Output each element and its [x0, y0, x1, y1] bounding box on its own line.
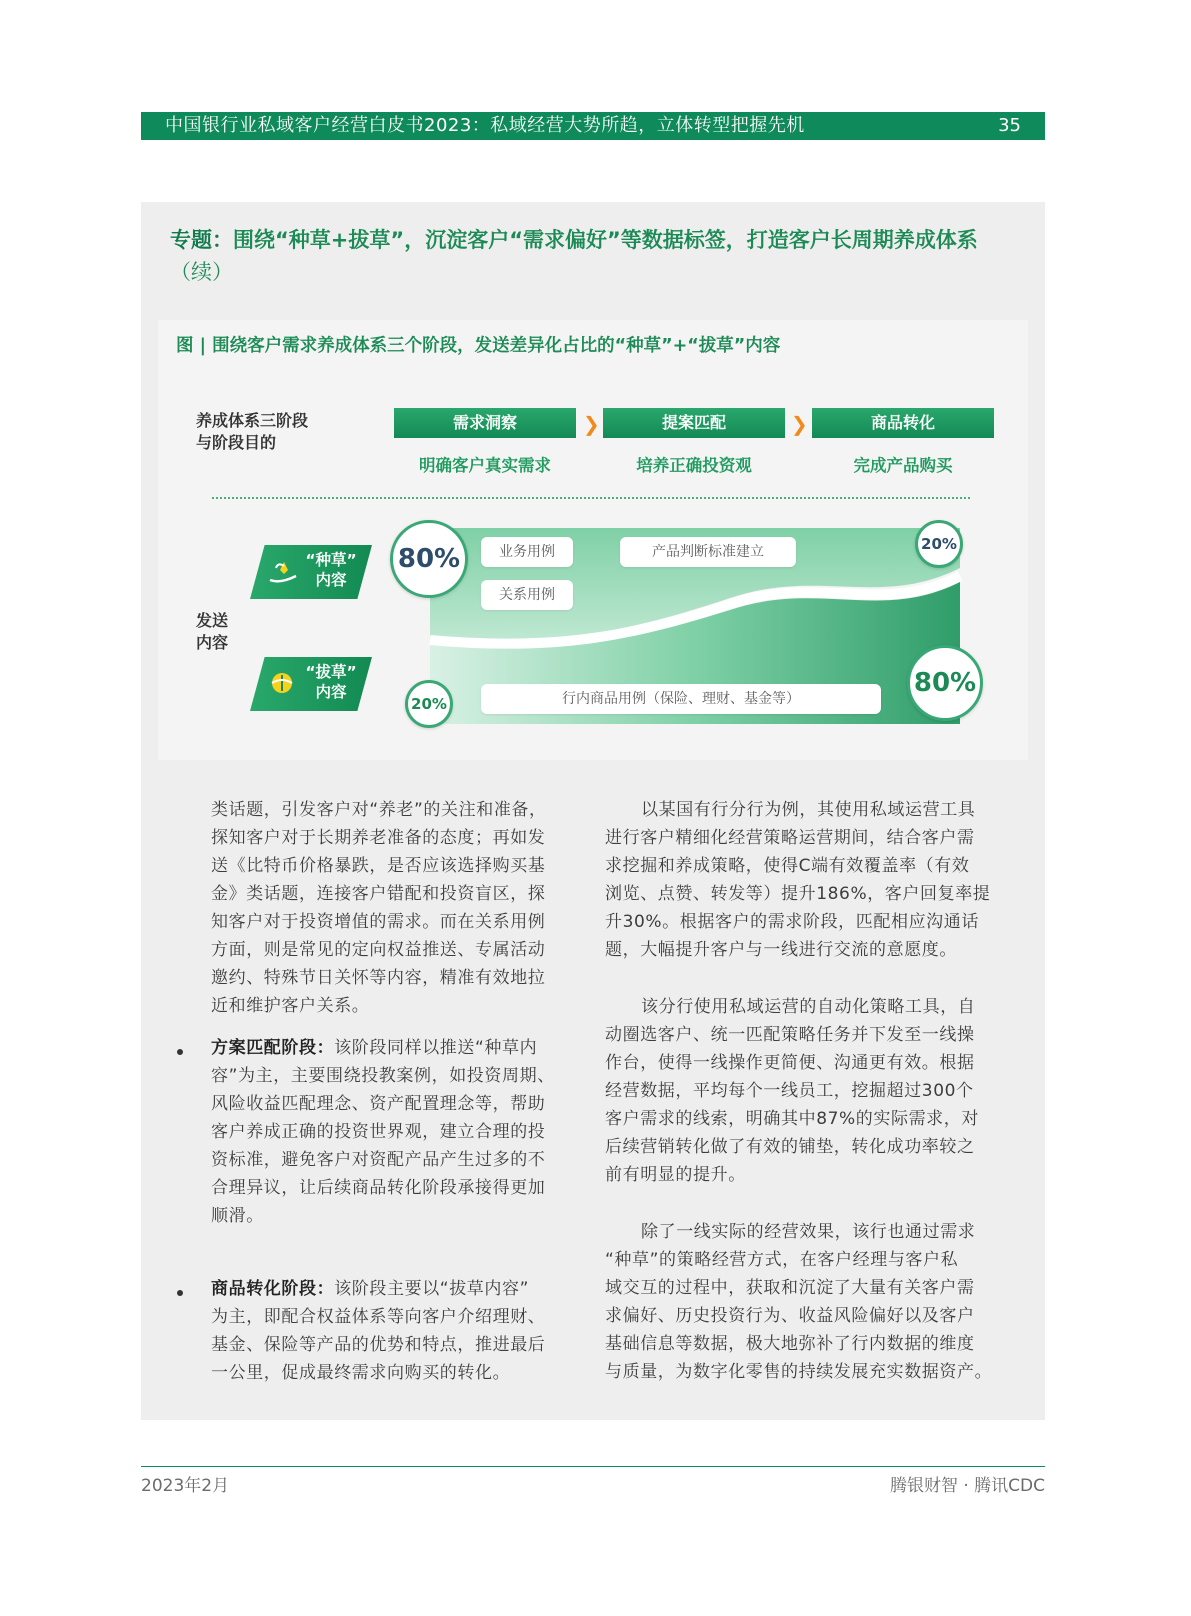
stage-arrow-1-icon: ❯: [583, 412, 600, 436]
text-line: 邀约、特殊节日关怀等内容，精准有效地拉: [211, 968, 546, 988]
zhongcao-label-line2: 内容: [315, 571, 347, 589]
bullet-text: 该阶段同样以推送“种草内: [334, 1038, 538, 1058]
text-line: 该分行使用私域运营的自动化策略工具，自: [641, 997, 976, 1017]
text-line: 客户需求的线索，明确其中87%的实际需求，对: [605, 1109, 979, 1129]
text-line: 基础信息等数据，极大地弥补了行内数据的维度: [605, 1334, 975, 1354]
text-line: 顺滑。: [211, 1206, 264, 1226]
left-intro-paragraph: [211, 796, 591, 1020]
text-line: [211, 1275, 591, 1303]
zhongcao-label-line1: “种草”: [305, 551, 357, 569]
right-paragraph-2: [605, 993, 1025, 1189]
zhongcao-start-percent: 80%: [390, 520, 468, 598]
text-line: 为主，即配合权益体系等向客户介绍理财、: [211, 1307, 546, 1327]
stage-box-2: 提案匹配: [603, 408, 785, 438]
bacao-label-line1: “拔草”: [305, 663, 357, 681]
text-line: [211, 1034, 591, 1062]
text-line: 一公里，促成最终需求向购买的转化。: [211, 1363, 511, 1383]
bacao-label-line2: 内容: [315, 683, 347, 701]
right-paragraph-1: [605, 796, 1025, 964]
bacao-start-percent: 20%: [405, 680, 453, 728]
text-line: 前有明显的提升。: [605, 1165, 746, 1185]
text-line: 以某国有行分行为例，其使用私域运营工具: [641, 800, 976, 820]
text-line: 进行客户精细化经营策略运营期间，结合客户需: [605, 828, 975, 848]
dotted-divider: [212, 497, 970, 499]
text-line: 探知客户对于长期养老准备的态度；再如发: [211, 828, 546, 848]
text-line: 合理异议，让后续商品转化阶段承接得更加: [211, 1178, 546, 1198]
zhongcao-label: [301, 550, 361, 590]
bacao-end-percent: 80%: [907, 645, 983, 721]
topic-suffix: （续）: [170, 260, 233, 284]
text-line: 动圈选客户、统一匹配策略任务并下发至一线操: [605, 1025, 975, 1045]
bullet-product-conversion: [211, 1275, 591, 1387]
text-line: 域交互的过程中，获取和沉淀了大量有关客户需: [605, 1278, 975, 1298]
bullet-dot-icon: [177, 1290, 183, 1296]
text-line: 送《比特币价格暴跌，是否应该选择购买基: [211, 856, 546, 876]
bullet-plan-match: [211, 1034, 591, 1230]
bullet-title: 方案匹配阶段：: [211, 1038, 335, 1058]
stage-goal-3: 完成产品购买: [853, 456, 953, 475]
page-number: 35: [998, 115, 1021, 136]
text-line: 浏览、点赞、转发等）提升186%，客户回复率提: [605, 884, 991, 904]
bacao-label: [301, 662, 361, 702]
text-line: 求挖掘和养成策略，使得C端有效覆盖率（有效: [605, 856, 970, 876]
bullet-text: 该阶段主要以“拔草内容”: [334, 1279, 530, 1299]
pill-relation-case: 关系用例: [481, 580, 573, 610]
text-line: 客户养成正确的投资世界观，建立合理的投: [211, 1122, 546, 1142]
coin-sprout-icon: [266, 667, 298, 699]
right-paragraph-3: [605, 1218, 1025, 1386]
header-bar: [141, 112, 1045, 140]
zhongcao-end-percent: 20%: [915, 520, 963, 568]
text-line: 类话题，引发客户对“养老”的关注和准备，: [211, 800, 547, 820]
text-line: 方面，则是常见的定向权益推送、专属活动: [211, 940, 546, 960]
figure-title: 图 | 围绕客户需求养成体系三个阶段，发送差异化占比的“种草”+“拔草”内容: [176, 336, 781, 356]
stage-row-label: [196, 410, 308, 454]
pill-business-case: 业务用例: [481, 537, 573, 567]
text-line: 升30%。根据客户的需求阶段，匹配相应沟通话: [605, 912, 979, 932]
send-content-label-line1: 发送: [196, 611, 229, 630]
text-line: 求偏好、历史投资行为、收益风险偏好以及客户: [605, 1306, 975, 1326]
stage-goal-2: 培养正确投资观: [636, 456, 752, 475]
pill-product-standard: 产品判断标准建立: [620, 537, 796, 567]
footer-divider: [141, 1466, 1045, 1467]
stage-row-label-line1: 养成体系三阶段: [196, 411, 309, 430]
sprout-hand-icon: [266, 558, 300, 588]
text-line: 题，大幅提升客户与一线进行交流的意愿度。: [605, 940, 957, 960]
stage-goal-1: 明确客户真实需求: [419, 456, 551, 475]
text-line: 资标准，避免客户对资配产品产生过多的不: [211, 1150, 546, 1170]
send-content-label: [196, 610, 228, 654]
stage-box-3: 商品转化: [812, 408, 994, 438]
text-line: 风险收益匹配理念、资产配置理念等，帮助: [211, 1094, 546, 1114]
topic-label: 专题：: [170, 228, 233, 252]
footer-source: 腾银财智 · 腾讯CDC: [889, 1476, 1045, 1496]
bullet-title: 商品转化阶段：: [211, 1279, 335, 1299]
bullet-dot-icon: [177, 1049, 183, 1055]
header-title: 中国银行业私域客户经营白皮书2023：私域经营大势所趋，立体转型把握先机: [165, 115, 805, 136]
stage-box-1: 需求洞察: [394, 408, 576, 438]
text-line: 知客户对于投资增值的需求。而在关系用例: [211, 912, 546, 932]
text-line: 基金、保险等产品的优势和特点，推进最后: [211, 1335, 546, 1355]
text-line: 容”为主，主要围绕投教案例，如投资周期、: [211, 1066, 555, 1086]
text-line: 后续营销转化做了有效的铺垫，转化成功率较之: [605, 1137, 975, 1157]
text-line: 金》类话题，连接客户错配和投资盲区，探: [211, 884, 546, 904]
text-line: 近和维护客户关系。: [211, 996, 370, 1016]
text-line: “种草”的策略经营方式，在客户经理与客户私: [605, 1250, 959, 1270]
text-line: 除了一线实际的经营效果，该行也通过需求: [641, 1222, 976, 1242]
text-line: 与质量，为数字化零售的持续发展充实数据资产。: [605, 1362, 993, 1382]
stage-arrow-2-icon: ❯: [791, 412, 808, 436]
pill-in-bank-products: 行内商品用例（保险、理财、基金等）: [481, 684, 881, 714]
footer-date: 2023年2月: [141, 1476, 230, 1496]
topic-title: 围绕“种草+拔草”，沉淀客户“需求偏好”等数据标签，打造客户长周期养成体系: [233, 228, 978, 252]
send-content-label-line2: 内容: [196, 633, 229, 652]
stage-row-label-line2: 与阶段目的: [196, 433, 277, 452]
text-line: 作台，使得一线操作更简便、沟通更有效。根据: [605, 1053, 975, 1073]
topic-heading: [170, 224, 1000, 288]
text-line: 经营数据，平均每个一线员工，挖掘超过300个: [605, 1081, 974, 1101]
